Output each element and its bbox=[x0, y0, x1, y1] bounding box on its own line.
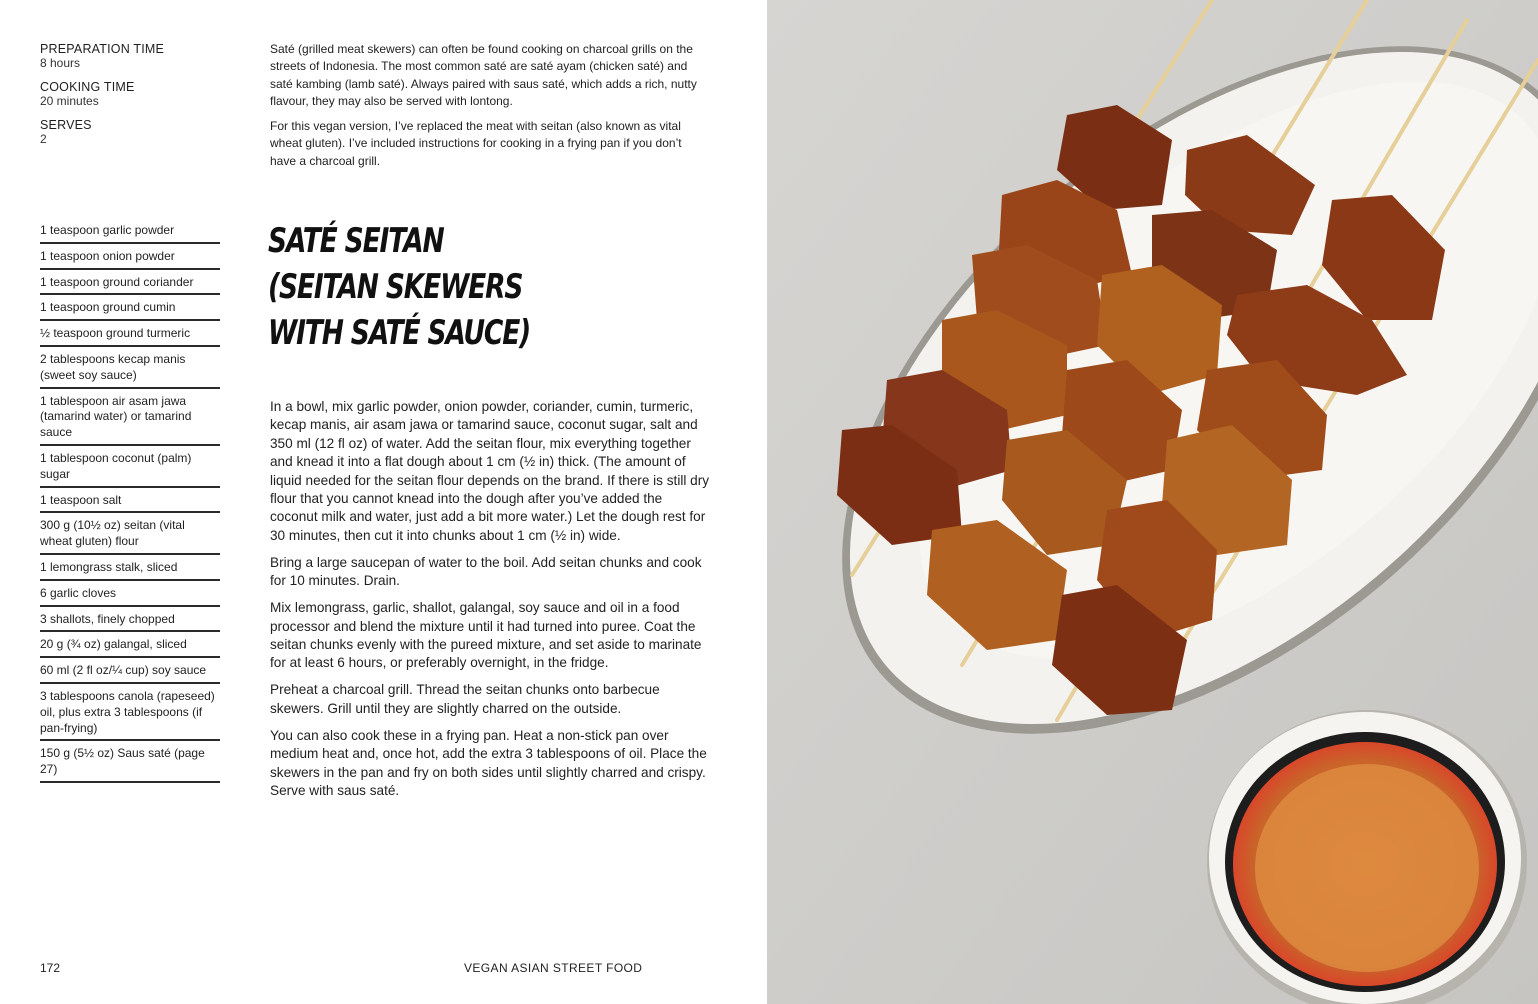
meta-cooking-time bbox=[40, 80, 240, 108]
ingredient-item: 3 tablespoons canola (rapeseed) oil, plus extra 3 tablespoons (if pan-frying) bbox=[40, 688, 220, 741]
title-line: WITH SATÉ SAUCE) bbox=[268, 313, 531, 353]
recipe-meta bbox=[40, 42, 240, 156]
method-step: Bring a large saucepan of water to the boil. Add seitan chunks and cook for 10 minutes. Drain. bbox=[270, 554, 702, 589]
running-footer: VEGAN ASIAN STREET FOOD bbox=[464, 961, 643, 975]
left-page bbox=[0, 0, 767, 1004]
meta-value: 8 hours bbox=[40, 56, 81, 70]
meta-label: SERVES bbox=[40, 118, 92, 132]
ingredient-item: 1 teaspoon salt bbox=[40, 492, 220, 514]
meta-label: COOKING TIME bbox=[40, 80, 135, 94]
recipe-intro bbox=[270, 41, 710, 178]
intro-paragraph: Saté (grilled meat skewers) can often be found cooking on charcoal grills on the streets of Indonesia. The most common saté are saté ayam (chicken saté) and saté kambing (lamb saté). Always paired with saus saté, which adds a rich, nutty flavour, they may also be served with lontong. bbox=[270, 42, 697, 108]
recipe-title bbox=[268, 218, 642, 356]
ingredient-list bbox=[40, 222, 220, 787]
ingredient-item: ½ teaspoon ground turmeric bbox=[40, 325, 220, 347]
method-step: In a bowl, mix garlic powder, onion powder, coriander, cumin, turmeric, kecap manis, air asam jawa or tamarind sauce, coconut sugar, salt and 350 ml (12 fl oz) of water. Add the seitan flour, mix everything together and knead it into a flat dough about 1 cm (½ in) thick. (The amount of liquid needed for the seitan flour depends on the brand. If there is still dry flour that you cannot knead into the dough after you’ve added the coconut milk and water, just add a bit more water.) Let the dough rest for 30 minutes, then cut it into chunks about 1 cm (½ in) wide. bbox=[270, 399, 710, 543]
meta-value: 20 minutes bbox=[40, 94, 99, 108]
ingredient-item: 300 g (10½ oz) seitan (vital wheat gluten) flour bbox=[40, 517, 220, 555]
ingredient-item: 1 teaspoon ground cumin bbox=[40, 299, 220, 321]
method-step: You can also cook these in a frying pan. Heat a non-stick pan over medium heat and, once hot, add the extra 3 tablespoons of oil. Place the skewers in the pan and fry on both sides until slightly charred and crispy. Serve with saus saté. bbox=[270, 727, 707, 799]
ingredient-item: 1 tablespoon air asam jawa (tamarind water) or tamarind sauce bbox=[40, 393, 220, 446]
ingredient-item: 1 teaspoon onion powder bbox=[40, 248, 220, 270]
ingredient-item: 6 garlic cloves bbox=[40, 585, 220, 607]
meta-label: PREPARATION TIME bbox=[40, 42, 165, 56]
food-photo bbox=[767, 0, 1538, 1004]
sauce-bowl bbox=[1207, 710, 1527, 1004]
title-line: (SEITAN SKEWERS bbox=[268, 267, 523, 307]
food-illustration bbox=[767, 0, 1538, 1004]
title-line: SATÉ SEITAN bbox=[268, 221, 444, 261]
method-step: Mix lemongrass, garlic, shallot, galangal, soy sauce and oil in a food processor and blend the mixture until it had turned into puree. Coat the seitan chunks evenly with the pureed mixture, and set aside to marinate for at least 6 hours, or preferably overnight, in the fridge. bbox=[270, 600, 702, 671]
ingredient-item: 20 g (¾ oz) galangal, sliced bbox=[40, 636, 220, 658]
ingredient-item: 1 teaspoon ground coriander bbox=[40, 274, 220, 296]
ingredient-item: 1 tablespoon coconut (palm) sugar bbox=[40, 450, 220, 488]
ingredient-item: 3 shallots, finely chopped bbox=[40, 611, 220, 633]
page-number: 172 bbox=[40, 961, 61, 975]
recipe-method bbox=[270, 398, 710, 809]
meta-prep-time bbox=[40, 42, 240, 70]
meta-value: 2 bbox=[40, 132, 47, 146]
intro-paragraph: For this vegan version, I’ve replaced the meat with seitan (also known as vital wheat gluten). I’ve included instructions for cooking in a frying pan if you don’t have a charcoal grill. bbox=[270, 119, 682, 168]
ingredient-item: 150 g (5½ oz) Saus saté (page 27) bbox=[40, 745, 220, 783]
method-step: Preheat a charcoal grill. Thread the seitan chunks onto barbecue skewers. Grill until they are slightly charred on the outside. bbox=[270, 682, 660, 716]
ingredient-item: 1 lemongrass stalk, sliced bbox=[40, 559, 220, 581]
ingredient-item: 2 tablespoons kecap manis (sweet soy sauce) bbox=[40, 351, 220, 389]
ingredient-item: 1 teaspoon garlic powder bbox=[40, 222, 220, 244]
ingredient-item: 60 ml (2 fl oz/¼ cup) soy sauce bbox=[40, 662, 220, 684]
meta-serves bbox=[40, 118, 240, 146]
